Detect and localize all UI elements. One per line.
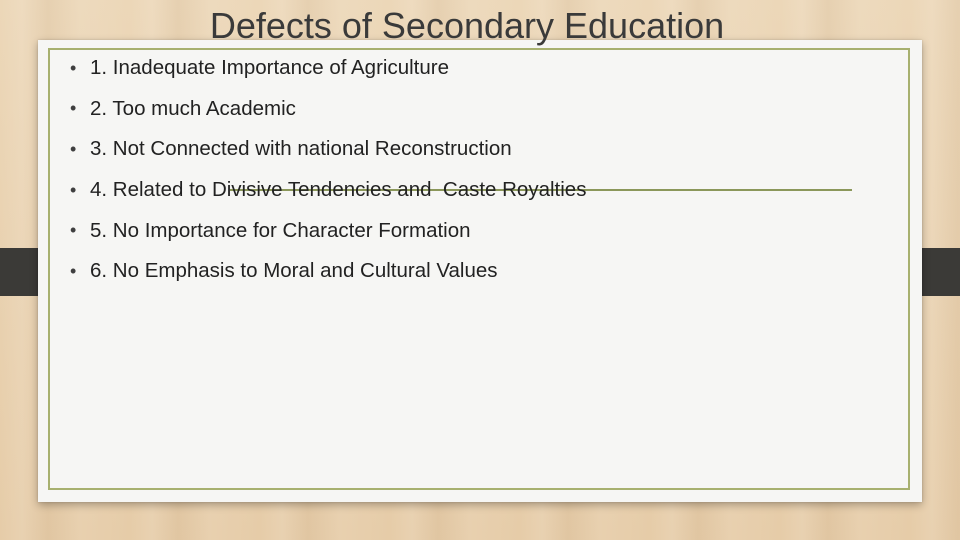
list-item-text: 2. Too much Academic (90, 96, 296, 120)
bullet-icon: • (70, 98, 77, 119)
bullet-list (70, 48, 586, 292)
list-item-text: 3. Not Connected with national Reconstruction (90, 137, 512, 161)
list-item (70, 210, 586, 251)
list-item-text: 6. No Emphasis to Moral and Cultural Values (90, 259, 498, 283)
list-item-text: 1. Inadequate Importance of Agriculture (90, 56, 449, 80)
list-item-text: 5. No Importance for Character Formation (90, 218, 471, 242)
decorative-tab-left (0, 248, 42, 296)
list-item-text: 4. Related to Divisive Tendencies and Caste Royalties (90, 178, 587, 202)
bullet-icon: • (70, 260, 77, 281)
list-item (70, 170, 586, 211)
bullet-icon: • (70, 179, 77, 200)
bullet-icon: • (70, 220, 77, 241)
bullet-icon: • (70, 138, 77, 159)
list-item (70, 89, 586, 130)
list-item (70, 48, 586, 89)
slide-title: Defects of Secondary Education (209, 5, 725, 46)
list-item (70, 129, 586, 170)
bullet-icon: • (70, 57, 77, 78)
list-item (70, 251, 586, 292)
